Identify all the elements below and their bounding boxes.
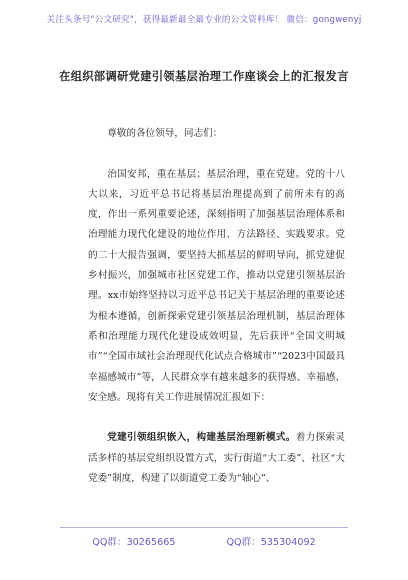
document-body xyxy=(88,124,345,489)
paragraph-section-one xyxy=(88,428,345,489)
footer-divider xyxy=(60,527,348,528)
footer xyxy=(0,534,408,548)
document-title: 在组织部调研党建引领基层治理工作座谈会上的汇报发言 xyxy=(59,69,349,83)
header-banner: 关注头条号"公文研究"，获得最新最全最专业的公文资料库！ 微信：gongwenyj xyxy=(46,15,362,25)
section-body: 着力探索灵活多样的基层党组织设置方式，实行街道“大工委”、社区“大党委”制度，构建了以街道党工委为“轴心”、 xyxy=(88,432,346,485)
paragraph-intro: 治国安邦，重在基层；基层治理，重在党建。党的十八大以来，习近平总书记将基层治理提高到了前所未有的高度，作出一系列重要论述，深刻指明了加强基层治理体系和治理能力现代化建设的地位作用、方法路径、实践要求。党的二十大报告强调，要坚持大抓基层的鲜明导向，抓党建促乡村振兴，加强城市社区党建工作，推动以党建引领基层治理。xx市始终坚持以习近平总书记关于基层治理的重要论述为根本遵循，创新探索党建引领基层治理机制，基层治理体系和治理能力现代化建设成效明显，先后获评“全国文明城市”“全国市域社会治理现代化试点合格城市”“2023中国最具幸福感城市”等，人民群众享有越来越多的获得感、幸福感、安全感。现将有关工作进展情况汇报如下： xyxy=(88,168,345,403)
footer-qq-group-2: QQ群：535304092 xyxy=(226,537,316,548)
footer-qq-group-1: QQ群：30265665 xyxy=(92,537,176,548)
salutation: 尊敬的各位领导，同志们： xyxy=(107,128,223,139)
section-heading: 党建引领组织嵌入，构建基层治理新模式。 xyxy=(107,432,296,444)
